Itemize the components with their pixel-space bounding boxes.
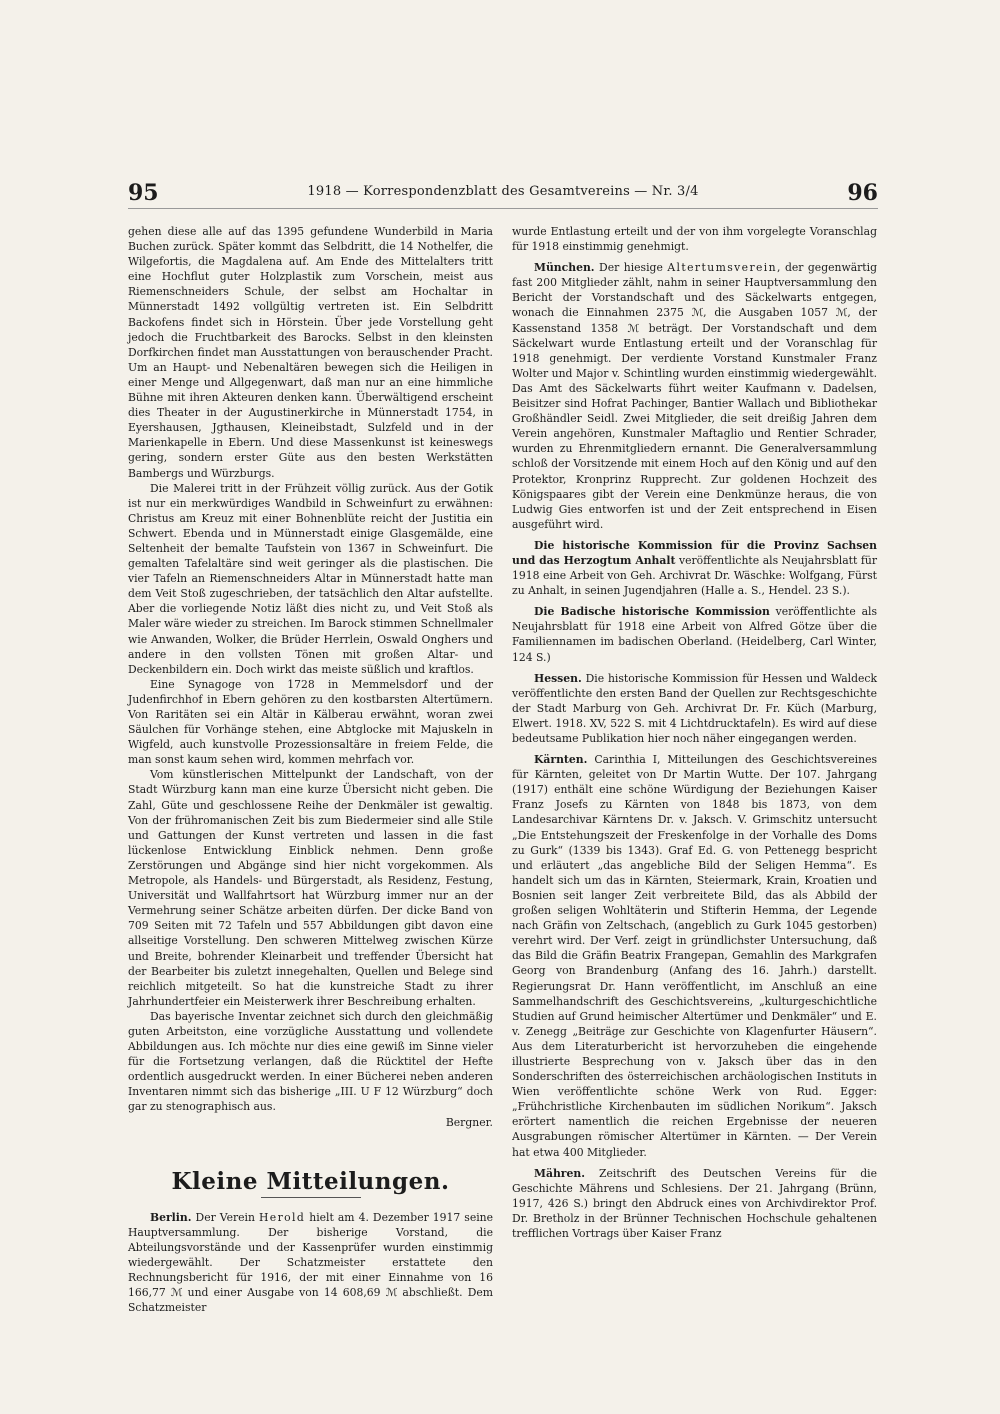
paragraph: Eine Synagoge von 1728 in Memmelsdorf und der Judenfirchhof in Ebern gehören zu den kostbarsten Altertümern. Von Raritäten sei ein Altär in Kälberau erwähnt, woran zwei Säulchen für Vorhänge stehen, eine Abtglocke mit Majuskeln in Wigfeld, auch kunstvolle Prozessionsaltäre in freiem Felde, die man sonst kaum sehen wird, kommen mehrfach vor. [128, 677, 493, 767]
right-column [512, 224, 877, 1241]
lead-berlin: Berlin. [150, 1210, 192, 1224]
lead-kaernten: Kärnten. [534, 753, 588, 767]
lead-hessen: Hessen. [534, 671, 582, 685]
author-signature: Bergner. [445, 1115, 493, 1129]
paragraph: gehen diese alle auf das 1395 gefundene Wunderbild in Maria Buchen zurück. Später kommt das Selbdritt, die 14 Nothelfer, die Wilgefortis, die Magdalena auf. Am Ende des Mittelalters tritt eine Hochflut guter Holzplastik zum Vorschein, meist aus Riemenschneiders Schule, der selbst am Hochaltar in Münnerstadt 1492 vollgültig vertreten ist. Ein Selbdritt Backofens findet sich in Hörstein. Über jede Vorstellung geht jedoch die Fruchtbarkeit des Barocks. Selbst in den kleinsten Dorfkirchen findet man Ausstattungen von berauschender Pracht. Um an Haupt- und Nebenaltären bewegen sich die Heiligen in einer Menge und Allgegenwart, daß man nur an eine himmliche Bühne mit ihren Akteuren denken kann. Überwältigend erscheint dies Theater in der Augustinerkirche in Münnerstadt 1754, in Eyershausen, Jgthausen, Kleineibstadt, Sulzfeld und in der Marienkapelle in Ebern. Und diese Massenkunst ist keineswegs gering, sondern erster Güte aus den besten Werkstätten Bambergs und Würzburgs. [128, 225, 493, 480]
lead-baden: Die Badische historische Kommission [534, 605, 770, 619]
society-name: Altertumsverein [667, 261, 778, 275]
paragraph-maehren [512, 1166, 877, 1241]
paragraph-kaernten [512, 752, 877, 1160]
paragraph: Das bayerische Inventar zeichnet sich durch den gleichmäßig guten Arbeitston, eine vorzügliche Ausstattung und vollendete Abbildungen aus. Ich möchte nur dies eine gewiß im Sinne vieler für die Fortsetzung verlangen, daß die Rücktitel der Hefte ordentlich ausgedruckt werden. In einer Bücherei neben anderen Inventaren nimmt sich das bisherige „III. U F 12 Würzburg“ doch gar zu stenographisch aus. [128, 1009, 493, 1114]
text: hielt am 4. Dezember 1917 seine Hauptversammlung. Der bisherige Vorstand, die Abteilungsvorstände und der Kassenprüfer wurden einstimmig wiedergewählt. Der Schatzmeister erstattete den Rechnungsbericht für 1916, der mit einer Einnahme von 16 166,77 ℳ und einer Ausgabe von 14 608,69 ℳ abschließt. Dem Schatzmeister [128, 1210, 494, 1315]
left-column [128, 224, 493, 1315]
paragraph: Vom künstlerischen Mittelpunkt der Landschaft, von der Stadt Würzburg kann man eine kurze Übersicht nicht geben. Die Zahl, Güte und geschlossene Reihe der Denkmäler ist gewaltig. Von der frühromanischen Zeit bis zum Biedermeier sind alle Stile und Gattungen der Kunst vertreten und lassen in die fast lückenlose Entwicklung Einblick nehmen. Denn große Zerstörungen und Abgänge sind hier nicht vorgekommen. Als Metropole, als Handels- und Bürgerstadt, als Residenz, Festung, Universität und Wallfahrtsort hat Würzburg immer nur an der Vermehrung seiner Schätze arbeiten dürfen. Der dicke Band von 709 Seiten mit 72 Tafeln und 557 Abbildungen gibt davon eine allseitige Vorstellung. Den schweren Mittelweg zwischen Kürze und Breite, bohrender Kleinarbeit und treffender Übersicht hat der Bearbeiter bis zuletzt innegehalten, Quellen und Belege sind reichlich mitgeteilt. So hat die kunstreiche Stadt zu ihrer Jahrhundertfeier ein Meisterwerk ihrer Beschreibung erhalten. [128, 768, 493, 1008]
page-header [128, 180, 878, 206]
society-name: Herold [258, 1210, 306, 1224]
text: Der Verein [195, 1210, 259, 1224]
paragraph-muenchen [512, 260, 877, 532]
page-number-left: 95 [128, 180, 159, 206]
lead-muenchen: München. [534, 261, 595, 275]
paragraph-berlin [128, 1210, 493, 1316]
paragraph: wurde Entlastung erteilt und der von ihm vorgelegte Voranschlag für 1918 einstimmig genehmigt. [512, 225, 877, 254]
lead-maehren: Mähren. [534, 1166, 585, 1180]
section-title: Kleine Mitteilungen. [171, 1167, 450, 1195]
lead-sachsen: Die historische Kommission für die Provinz Sachsen und das Herzogtum Anhalt [512, 538, 877, 567]
text: Die historische Kommission für Hessen und Waldeck veröffentlichte den ersten Band der Quellen zur Rechtsgeschichte der Stadt Marburg von Geh. Archivrat Dr. Fr. Küch (Marburg, Elwert. 1918. XV, 522 S. mit 4 Lichtdrucktafeln). Es wird auf diese bedeutsame Publikation hier noch näher eingegangen werden. [512, 671, 877, 745]
paragraph-sachsen [512, 538, 877, 598]
paragraph-baden [512, 604, 877, 664]
text: veröffentlichte als Neujahrsblatt für 1918 eine Arbeit von Alfred Götze über die Familiennamen im badischen Oberland. (Heidelberg, Carl Winter, 124 S.) [512, 605, 878, 664]
paragraph-hessen [512, 671, 877, 746]
text: Zeitschrift des Deutschen Vereins für die Geschichte Mährens und Schlesiens. Der 21. Jahrgang (Brünn, 1917, 426 S.) bringt den Abdruck eines von Archivdirektor Prof. Dr. Bretholz in der Brünner Technischen Hochschule gehaltenen trefflichen Vortrags über Kaiser Franz [512, 1166, 877, 1240]
running-title: 1918 — Korrespondenzblatt des Gesamtvereins — Nr. 3/4 [307, 184, 699, 199]
text: veröffentlichte als Neujahrsblatt für 1918 eine Arbeit von Geh. Archivrat Dr. Wäschke: Wolfgang, Fürst zu Anhalt, in seinen Jugendjahren (Halle a. S., Hendel. 23 S.). [512, 553, 877, 598]
header-rule [128, 208, 878, 209]
page-number-right: 96 [847, 180, 878, 206]
text: , der gegenwärtig fast 200 Mitglieder zählt, nahm in seiner Hauptversammlung den Bericht der Vorstandschaft und des Säckelwarts entgegen, wonach die Einnahmen 2375 ℳ, die Ausgaben 1057 ℳ, der Kassenstand 1358 ℳ beträgt. Der Vorstandschaft und dem Säckelwart wurde Entlastung erteilt und der Voranschlag für 1918 genehmigt. Der verdiente Vorstand Kunstmaler Franz Wolter und Major v. Schintling wurden einstimmig wiedergewählt. Das Amt des Säckelwarts führt weiter Kaufmann v. Dadelsen, Beisitzer sind Hofrat Pachinger, Bantier Wallach und Bibliothekar Großhändler Seidl. Zwei Mitglieder, die seit dreißig Jahren dem Verein angehören, Kunstmaler Maftaglio und Rentier Schrader, wurden zu Ehrenmitgliedern ernannt. Die Generalversammlung schloß der Vorsitzende mit einem Hoch auf den König und auf den Protektor, Kronprinz Rupprecht. Zur goldenen Hochzeit des Königspaares gibt der Verein eine Denkmünze heraus, die von Ludwig Gies entworfen ist und der Zeit entsprechend in Eisen ausgeführt wird. [512, 261, 878, 531]
paragraph: Die Malerei tritt in der Frühzeit völlig zurück. Aus der Gotik ist nur ein merkwürdiges Wandbild in Schweinfurt zu erwähnen: Christus am Kreuz mit einer Bohnenblüte reicht der Justitia ein Schwert. Ebenda und in Münnerstadt einige Glasgemälde, eine Seltenheit der bemalte Taufstein von 1367 in Schweinfurt. Die gemalten Tafelaltäre sind weit geringer als die plastischen. Die vier Tafeln an Riemenschneiders Altar in Münnerstadt hatte man dem Veit Stoß zugeschrieben, der tatsächlich den Altar aufstellte. Aber die vorliegende Notiz läßt dies nicht zu, und Veit Stoß als Maler wäre wieder zu streichen. Im Barock stimmen Schnellmaler wie Anwanden, Wolker, die Brüder Herrlein, Oswald Onghers und andere in den vollsten Tönen mit großen Altar- und Deckenbildern ein. Doch wirkt das meiste süßlich und kraftlos. [128, 481, 493, 676]
section-rule [261, 1197, 361, 1198]
text: Carinthia I, Mitteilungen des Geschichtsvereines für Kärnten, geleitet von Dr Martin Wutte. Der 107. Jahrgang (1917) enthält eine schöne Würdigung der Beziehungen Kaiser Franz Josefs zu Kärnten von 1848 bis 1873, von dem Landesarchivar Kärntens Dr. v. Jaksch. V. Grimschitz untersucht „Die Entstehungszeit der Freskenfolge in der Vorhalle des Doms zu Gurk“ (1339 bis 1343). Graf Ed. G. von Pettenegg bespricht und erläutert „das angebliche Bild der Seligen Hemma“. Es handelt sich um das in Kärnten, Steiermark, Krain, Kroatien und Bosnien seit langer Zeit verbreitete Bild, das als Abbild der großen seligen Wohltäterin und Stifterin Hemma, der Legende nach Gräfin von Zeltschach, (angeblich zu Gurk 1045 gestorben) verehrt wird. Der Verf. zeigt in gründlichster Untersuchung, daß das Bild die Gräfin Beatrix Frangepan, Gemahlin des Markgrafen Georg von Brandenburg (Anfang des 16. Jahrh.) darstellt. Regierungsrat Dr. Hann veröffentlicht, im Anschluß an eine Sammelhandschrift des Geschichtsvereins, „kulturgeschichtliche Studien auf Grund heimischer Altertümer und Denkmäler“ und E. v. Zenegg „Beiträge zur Geschichte von Klagenfurter Häusern“. Aus dem Literaturbericht ist hervorzuheben die eingehende illustrierte Besprechung von v. Jaksch über das in den Sonderschriften des österreichischen archäologischen Instituts in Wien veröffentlichte schöne Werk von Rud. Egger: „Frühchristliche Kirchenbauten im südlichen Norikum“. Jaksch erörtert namentlich die reichen Ergebnisse der neueren Ausgrabungen römischer Altertümer in Kärnten. — Der Verein hat etwa 400 Mitglieder. [512, 753, 877, 1159]
text: Der hiesige [594, 261, 668, 275]
